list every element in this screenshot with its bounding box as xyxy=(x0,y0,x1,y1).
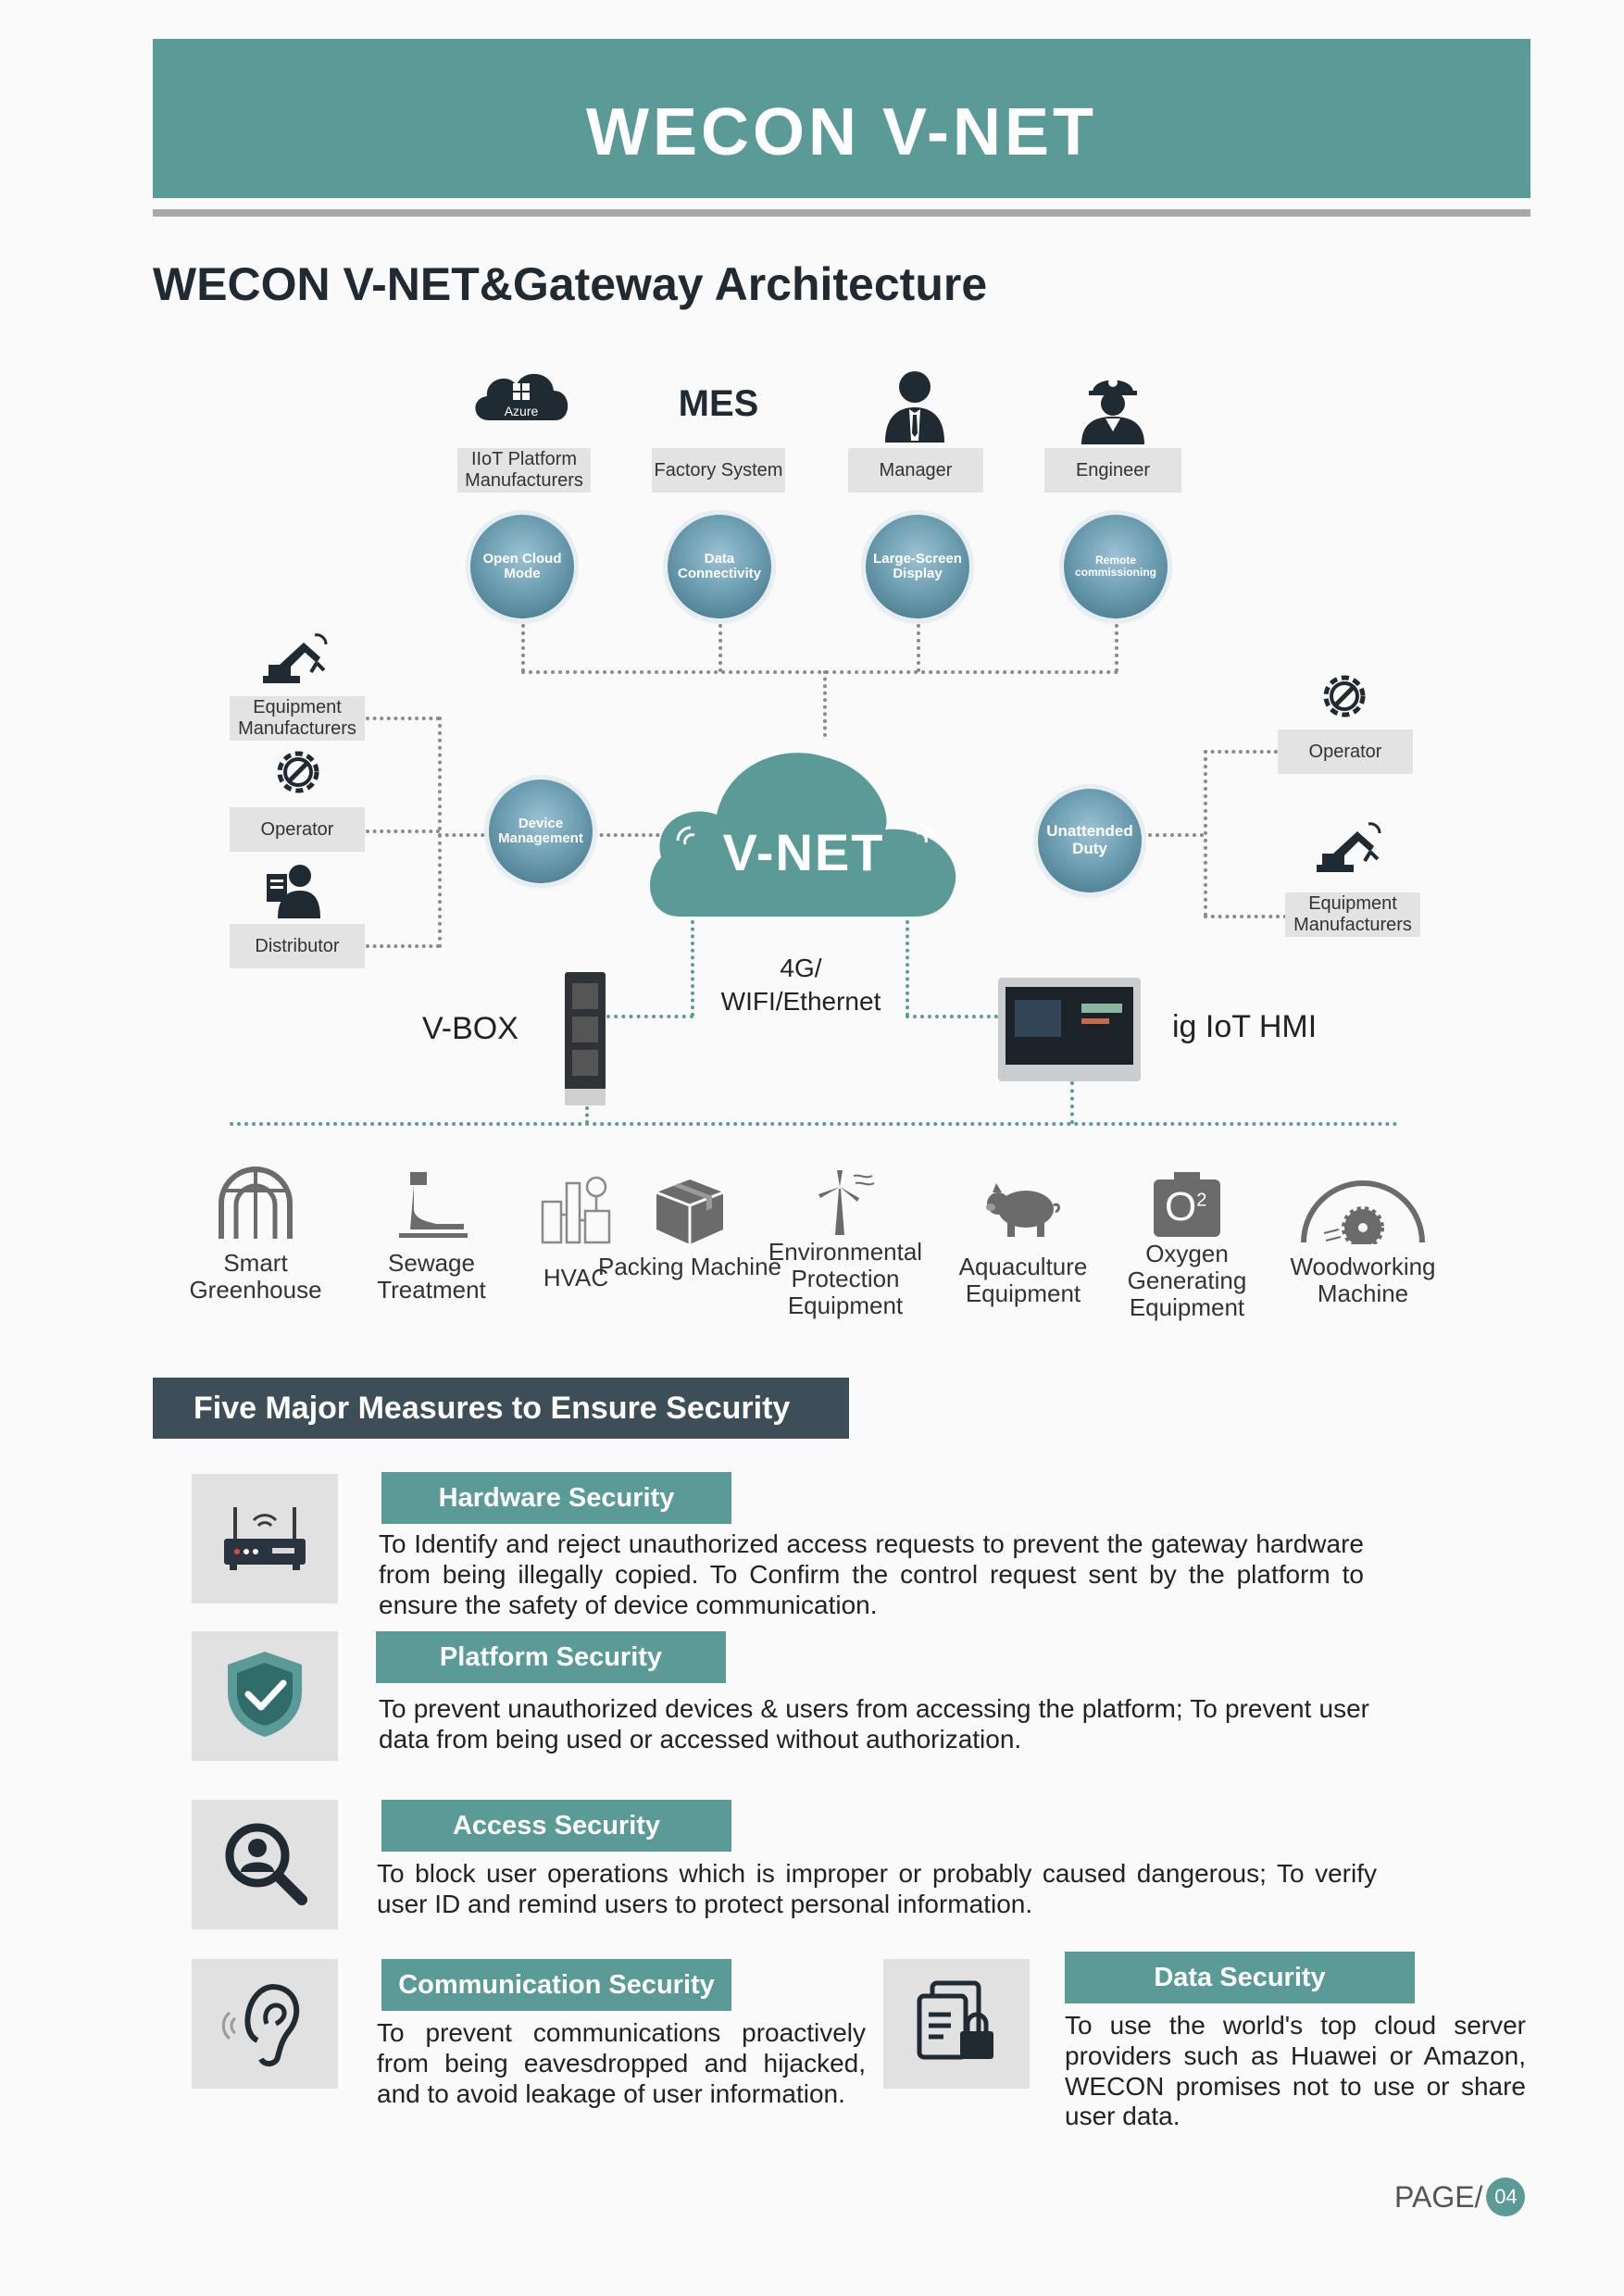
v-net-cloud xyxy=(643,737,965,917)
app-label: HVAC xyxy=(543,1264,609,1292)
user-search-icon xyxy=(220,1818,309,1912)
app-label: Environmental Protection Equipment xyxy=(768,1238,923,1320)
robot-arm-icon xyxy=(1313,818,1391,874)
label-iiot-platform: IIoT Platform Manufacturers xyxy=(457,448,591,493)
security-tile-hardware xyxy=(192,1474,338,1603)
app-label: Aquaculture Equipment xyxy=(958,1253,1088,1308)
label-manager: Manager xyxy=(848,448,983,493)
hmi-label: ig IoT HMI xyxy=(1172,1009,1318,1044)
oxygen-icon xyxy=(1152,1172,1222,1239)
circle-remote-commissioning: Remote commissioning xyxy=(1064,515,1168,618)
circle-unattended-duty: Unattended Duty xyxy=(1038,789,1142,892)
security-text-platform: To prevent unauthorized devices & users from accessing the platform; To prevent user data from being used or accessed without authorization. xyxy=(379,1694,1369,1753)
robot-arm-icon xyxy=(259,630,337,685)
network-label-line2: WIFI/Ethernet xyxy=(720,987,881,1017)
router-icon xyxy=(220,1500,309,1578)
label-distributor: Distributor xyxy=(230,924,365,968)
wind-turbine-icon xyxy=(813,1170,878,1235)
applications-row xyxy=(0,1157,1624,1342)
ear-icon xyxy=(220,1976,309,2073)
oxygen-symbol xyxy=(1165,1184,1207,1229)
oxygen-sub: 2 xyxy=(1196,1190,1207,1211)
packing-box-icon xyxy=(655,1178,725,1244)
app-label: Packing Machine xyxy=(598,1253,781,1280)
security-tile-communication xyxy=(192,1959,338,2089)
security-heading: Five Major Measures to Ensure Security xyxy=(153,1378,849,1439)
network-label-line1: 4G/ xyxy=(780,954,822,982)
app-woodworking xyxy=(1270,1157,1455,1307)
security-title-access: Access Security xyxy=(381,1800,731,1852)
circle-device-management: Device Management xyxy=(489,780,593,883)
security-tile-access xyxy=(192,1800,338,1929)
circle-data-connectivity: Data Connectivity xyxy=(668,515,771,618)
oxygen-o: O xyxy=(1165,1184,1197,1229)
saw-blade-icon xyxy=(1298,1168,1428,1244)
gear-wrench-icon xyxy=(269,742,328,802)
app-label: Woodworking Machine xyxy=(1290,1253,1436,1308)
distributor-icon xyxy=(265,861,320,918)
manager-icon xyxy=(881,367,948,443)
engineer-icon xyxy=(1078,370,1148,444)
security-title-hardware: Hardware Security xyxy=(381,1472,731,1524)
app-label: Smart Greenhouse xyxy=(189,1249,322,1304)
azure-text: Azure xyxy=(504,404,539,418)
hmi-device xyxy=(998,978,1141,1081)
security-title-data: Data Security xyxy=(1065,1952,1415,2003)
app-aquaculture xyxy=(931,1157,1116,1307)
banner-title: WECON V-NET xyxy=(153,39,1530,198)
circle-large-screen-display: Large-Screen Display xyxy=(866,515,969,618)
security-text-access: To block user operations which is improper or probably caused dangerous; To verify user ID and remind users to protect personal information. xyxy=(377,1859,1377,1918)
security-tile-platform xyxy=(192,1631,338,1761)
app-label: Sewage Treatment xyxy=(377,1249,486,1304)
v-net-cloud-label: V-NET xyxy=(722,823,885,881)
app-smart-greenhouse xyxy=(163,1157,348,1304)
label-engineer: Engineer xyxy=(1044,448,1181,493)
security-text-hardware: To Identify and reject unauthorized access requests to prevent the gateway hardware from being illegally copied. To Confirm the control request sent by the platform to ensure the safety of device communication. xyxy=(379,1529,1364,1619)
page-number xyxy=(1394,2177,1525,2216)
app-oxygen-generating xyxy=(1094,1157,1280,1321)
architecture-title: WECON V-NET&Gateway Architecture xyxy=(153,258,988,310)
page-badge: 04 xyxy=(1486,2177,1525,2216)
pig-icon xyxy=(985,1179,1061,1239)
sewage-icon xyxy=(392,1172,471,1239)
locked-documents-icon xyxy=(912,1978,1001,2071)
security-text-communication: To prevent communications proactively from being eavesdropped and hijacked, and to avoid leakage of user information. xyxy=(377,2018,866,2108)
label-operator-right: Operator xyxy=(1278,730,1413,774)
security-tile-data xyxy=(883,1959,1030,2089)
greenhouse-icon xyxy=(216,1167,295,1239)
app-environmental-protection xyxy=(753,1157,938,1319)
security-text-data: To use the world's top cloud server providers such as Huawei or Amazon, WECON promises not to use or share user data. xyxy=(1065,2011,1526,2131)
azure-cloud-icon xyxy=(468,365,574,424)
v-box-label: V-BOX xyxy=(422,1011,518,1046)
v-box-device xyxy=(565,972,606,1105)
label-equipment-manufacturers-left: Equipment Manufacturers xyxy=(230,696,365,741)
label-factory-system: Factory System xyxy=(652,448,785,493)
security-title-communication: Communication Security xyxy=(381,1959,731,2011)
mes-icon: MES xyxy=(678,383,759,424)
network-label xyxy=(704,952,898,1019)
label-operator-left: Operator xyxy=(230,807,365,852)
page-prefix: PAGE/ xyxy=(1394,2179,1483,2214)
circle-open-cloud-mode: Open Cloud Mode xyxy=(470,515,574,618)
shield-check-icon xyxy=(220,1648,309,1745)
app-label: Oxygen Generating Equipment xyxy=(1127,1240,1247,1322)
label-equipment-manufacturers-right: Equipment Manufacturers xyxy=(1285,892,1420,937)
security-title-platform: Platform Security xyxy=(376,1631,726,1683)
gear-wrench-icon xyxy=(1315,667,1374,726)
